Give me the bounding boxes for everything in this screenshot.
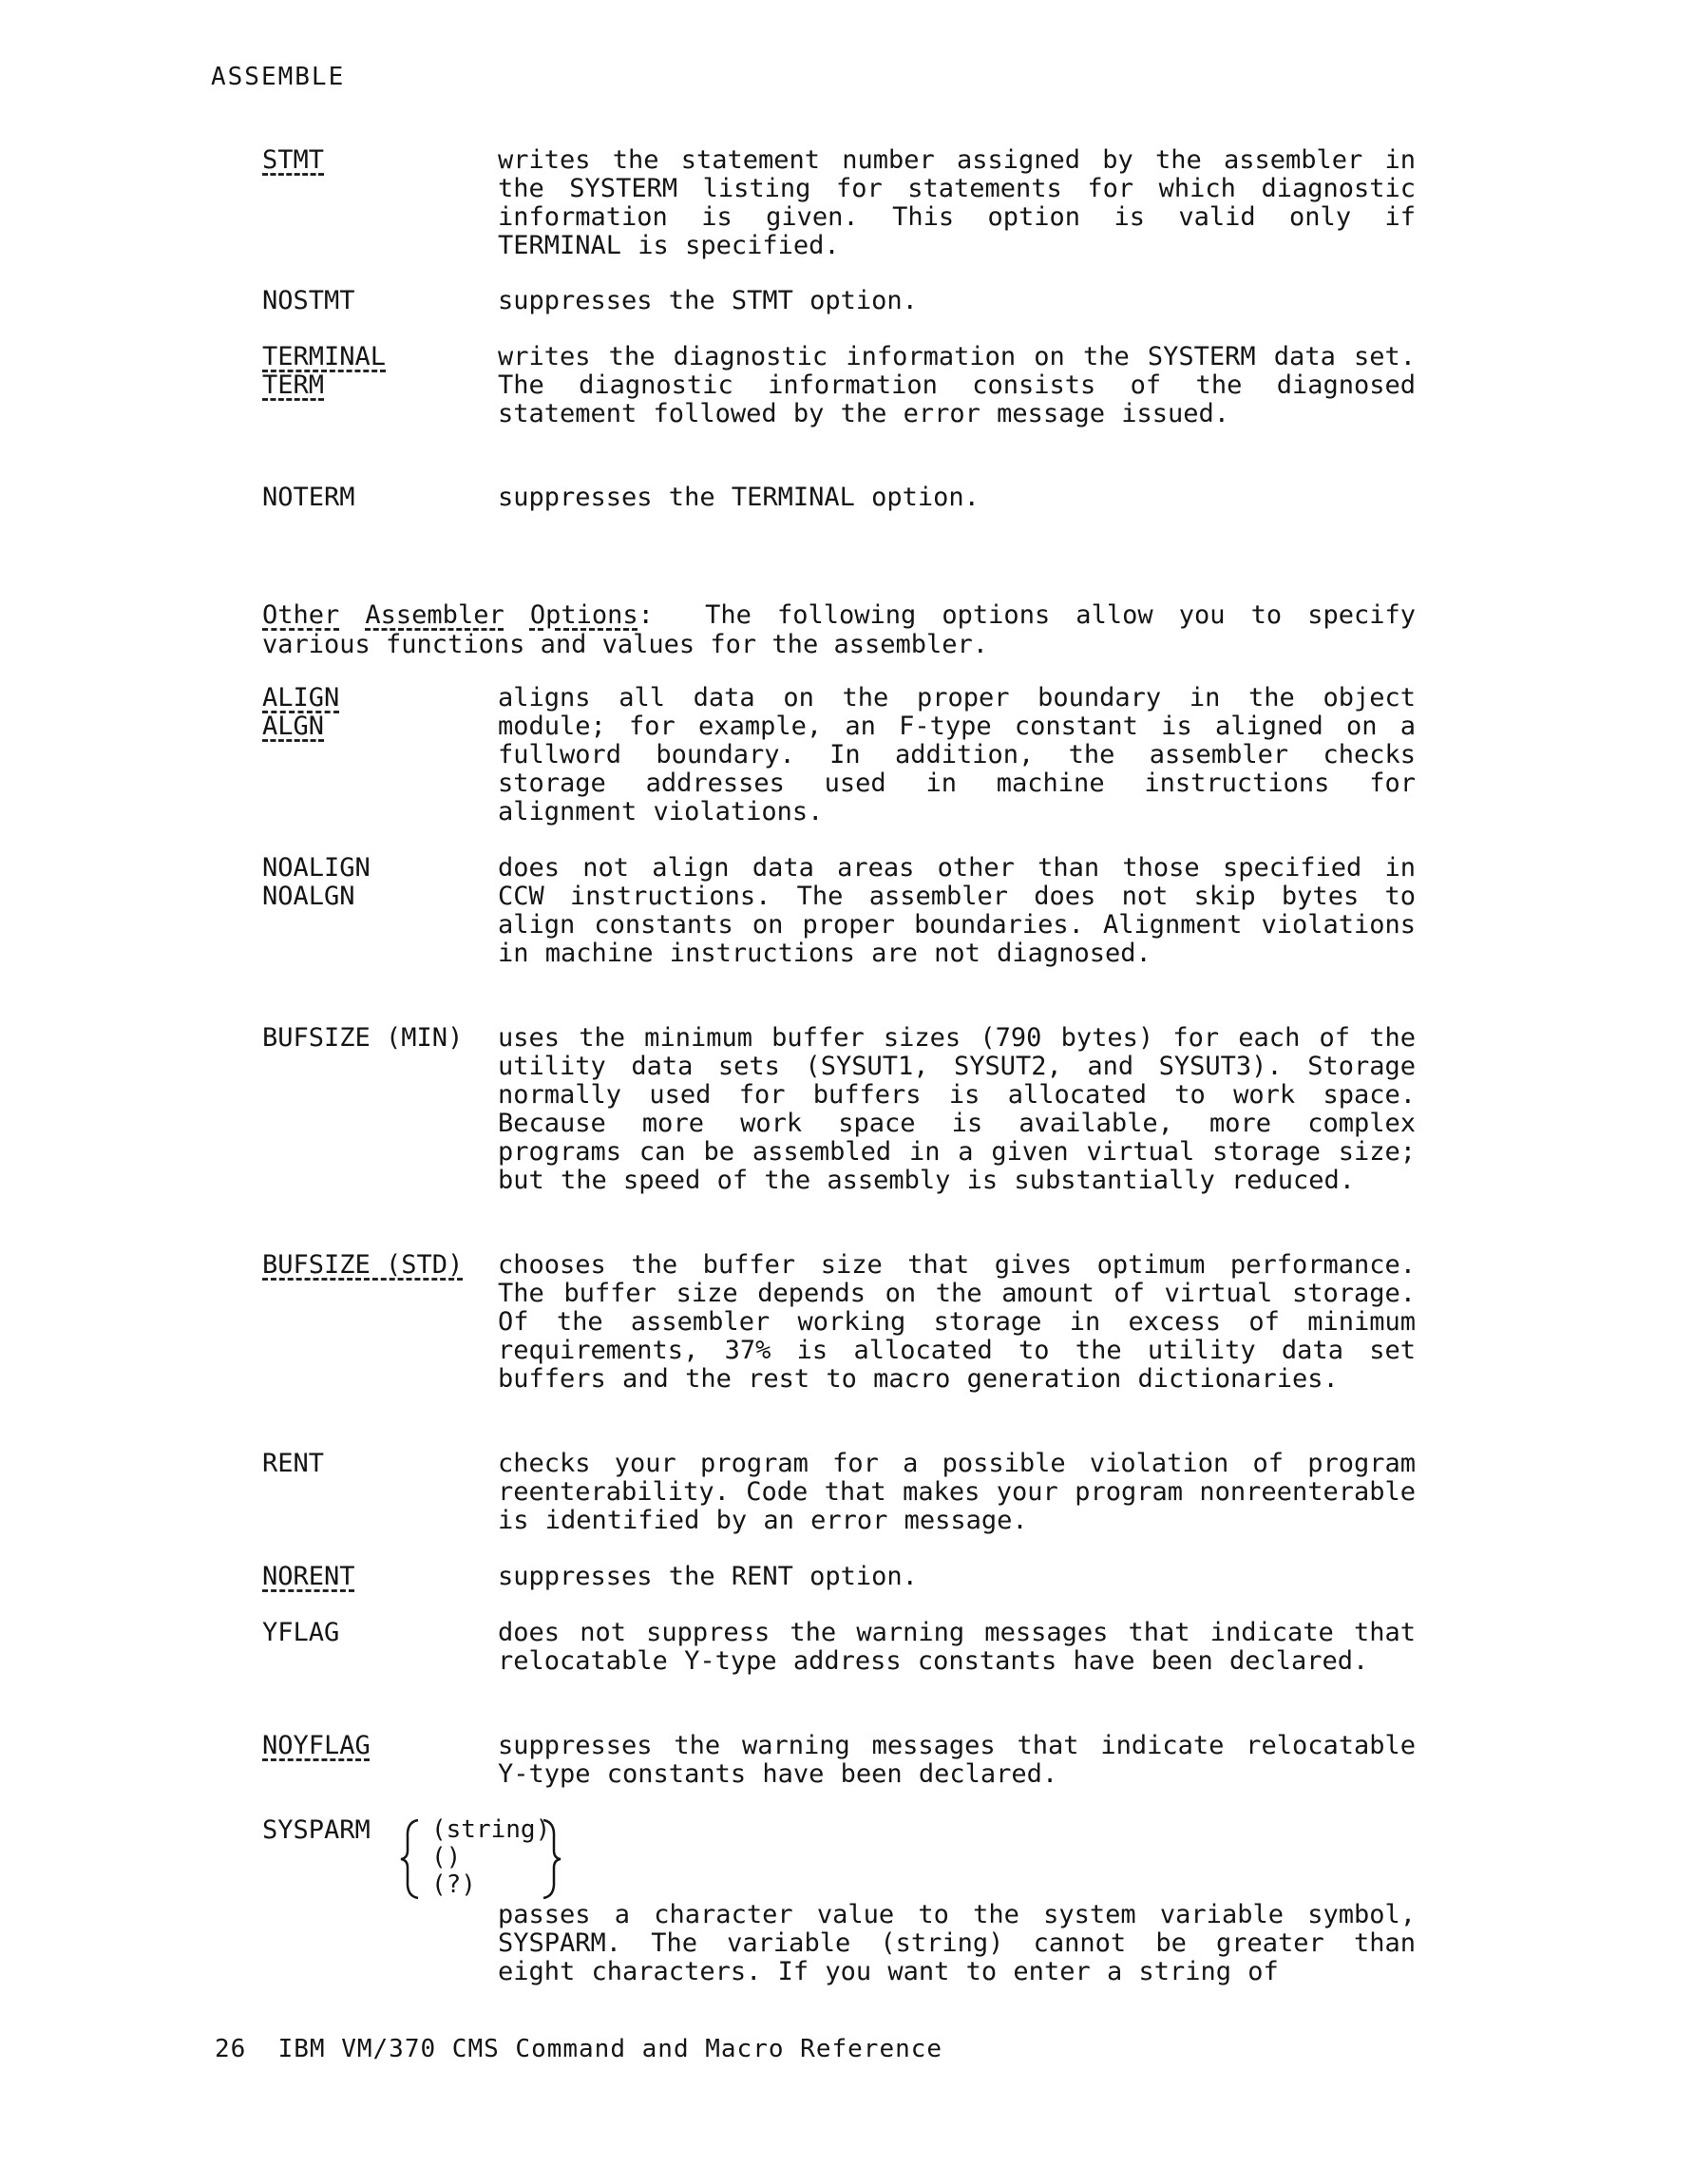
right-brace-icon [540,1818,562,1900]
option-description: writes the statement number assigned by the assembler in the SYSTERM listing for statements for which diagnostic information is given. This option is valid only if TERMINAL is specified. [498,145,1416,260]
sysparm-choice: () [431,1843,462,1871]
option-description: aligns all data on the proper boundary in the object module; for example, an F-type constant is aligned on a fullword boundary. In addition, the assembler checks storage addresses used in machine instructions for alignment violations. [498,683,1416,826]
option-term: NOSTMT [262,286,355,315]
option-description: does not suppress the warning messages that indicate that relocatable Y-type address constants have been declared. [498,1618,1416,1676]
option-term: YFLAG [262,1618,340,1647]
option-description: suppresses the STMT option. [498,286,918,315]
section-intro-text: The following options allow you to specify various functions and values for the assembler. [262,600,1416,659]
option-term: NOYFLAG [262,1731,371,1760]
left-brace-icon [399,1818,422,1900]
option-description: uses the minimum buffer sizes (790 bytes) for each of the utility data sets (SYSUT1, SYSUT2, and SYSUT3). Storage normally used for buffers is allocated to work space. Because more work space is available, more complex programs can be assembled in a given virtual storage size; but the speed of the assembly is substantially reduced. [498,1023,1416,1195]
option-description: does not align data areas other than those specified in CCW instructions. The assembler does not skip bytes to align constants on proper boundaries. Alignment violations in machine instructions are not diagnosed. [498,853,1416,968]
option-description: checks your program for a possible violation of program reenterability. Code that makes your program nonreenterable is identified by an error message. [498,1449,1416,1535]
option-term: RENT [262,1449,325,1478]
option-description: suppresses the TERMINAL option. [498,483,980,512]
option-term: NORENT [262,1562,355,1591]
sysparm-choice: (?) [431,1871,476,1899]
sysparm-choice: (string) [431,1815,551,1844]
option-term: SYSPARM [262,1815,371,1845]
option-term: NOTERM [262,483,355,512]
sysparm-choices [397,1816,550,1899]
option-description: suppresses the RENT option. [498,1562,918,1591]
option-description: writes the diagnostic information on the SYSTERM data set. The diagnostic information consists of the diagnosed statement followed by the error message issued. [498,342,1416,428]
option-term: BUFSIZE (STD) [262,1250,464,1280]
option-term: TERMINAL TERM [262,342,387,400]
section-intro: Other Assembler Options: The following options allow you to specify various functions and values for the assembler. [262,600,1416,659]
option-term: NOALIGN NOALGN [262,853,371,911]
page-footer: 26 IBM VM/370 CMS Command and Macro Reference [215,2035,943,2063]
option-description: suppresses the warning messages that indicate relocatable Y-type constants have been declared. [498,1731,1416,1789]
option-term: STMT [262,145,325,175]
section-heading: Other Assembler Options [262,600,638,630]
option-description: chooses the buffer size that gives optimum performance. The buffer size depends on the amount of virtual storage. Of the assembler working storage in excess of minimum requirements, 37% is allocated to the utility data set buffers and the rest to macro generation dictionaries. [498,1250,1416,1394]
page-header: ASSEMBLE [211,63,346,91]
option-term: ALIGN ALGN [262,683,340,741]
option-term: BUFSIZE (MIN) [262,1023,464,1053]
option-description: passes a character value to the system variable symbol, SYSPARM. The variable (string) cannot be greater than eight characters. If you want to enter a string of [498,1900,1416,1986]
